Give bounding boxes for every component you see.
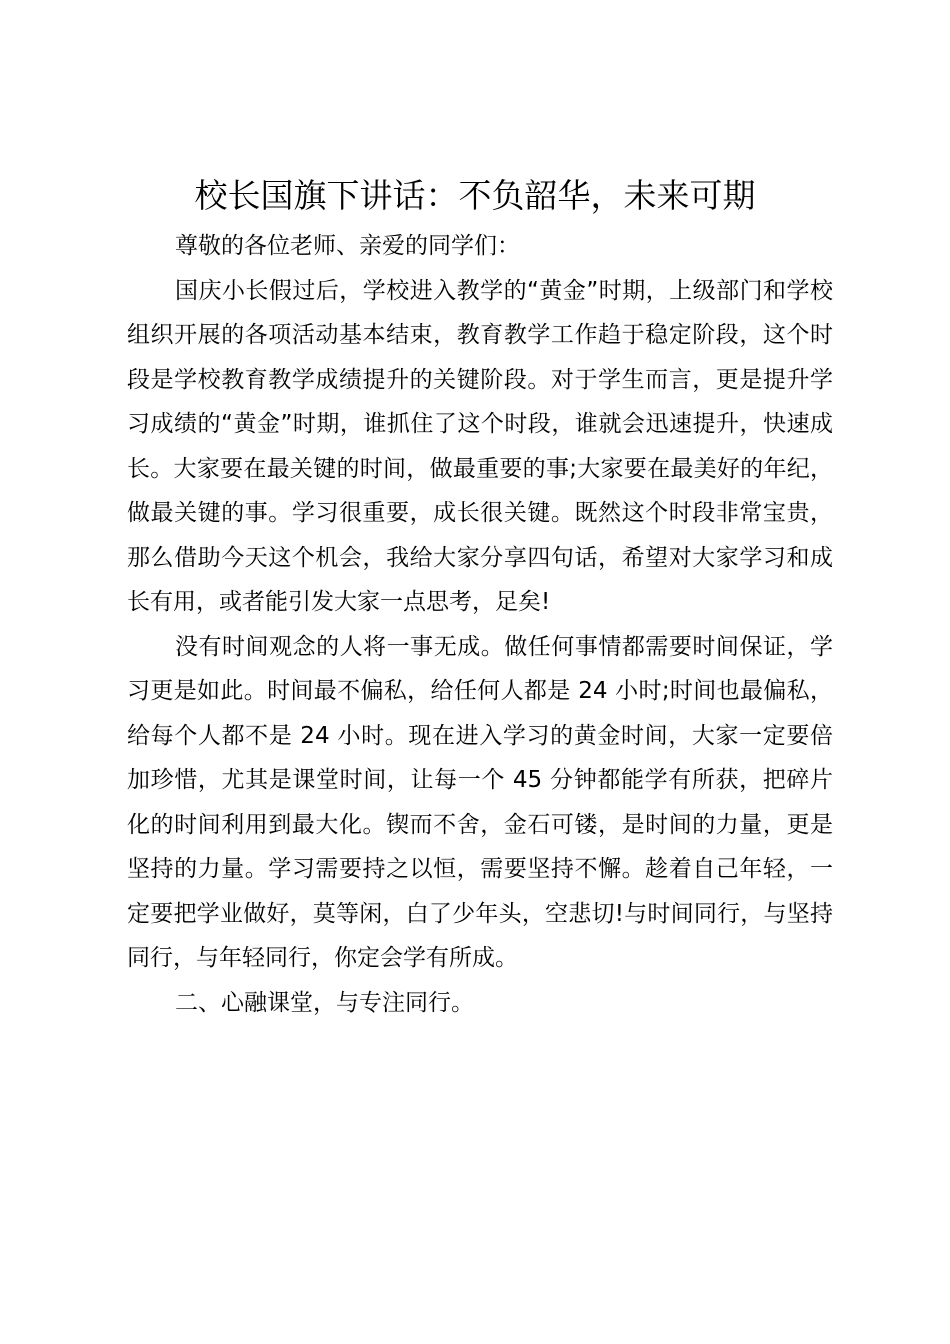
document-title: 校长国旗下讲话：不负韶华，未来可期 <box>194 176 756 215</box>
paragraph-2: 没有时间观念的人将一事无成。做任何事情都需要时间保证，学习更是如此。时间最不偏私，给任何人都是 24 小时;时间也最偏私，给每个人都不是 24 小时。现在进入学习的黄金时间，大家一定要倍加珍惜，尤其是课堂时间，让每一个 45 分钟都能学有所获，把碎片化的时间利用到最大化。锲而不舍，金石可镂，是时间的力量，更是坚持的力量。学习需要持之以恒，需要坚持不懈。趁着自己年轻，一定要把学业做好，莫等闲，白了少年头，空悲切!与时间同行，与坚持同行，与年轻同行，你定会学有所成。 <box>127 633 833 971</box>
salutation: 尊敬的各位老师、亲爱的同学们： <box>175 233 520 259</box>
paragraph-1: 国庆小长假过后，学校进入教学的“黄金”时期，上级部门和学校组织开展的各项活动基本结束，教育教学工作趋于稳定阶段，这个时段是学校教育教学成绩提升的关键阶段。对于学生而言，更是提升学习成绩的“黄金”时期，谁抓住了这个时段，谁就会迅速提升，快速成长。大家要在最关键的时间，做最重要的事;大家要在最美好的年纪，做最关键的事。学习很重要，成长很关键。既然这个时段非常宝贵，那么借助今天这个机会，我给大家分享四句话，希望对大家学习和成长有用，或者能引发大家一点思考，足矣! <box>127 277 833 615</box>
document-body <box>127 224 833 1025</box>
section-heading: 二、心融课堂，与专注同行。 <box>175 989 474 1016</box>
